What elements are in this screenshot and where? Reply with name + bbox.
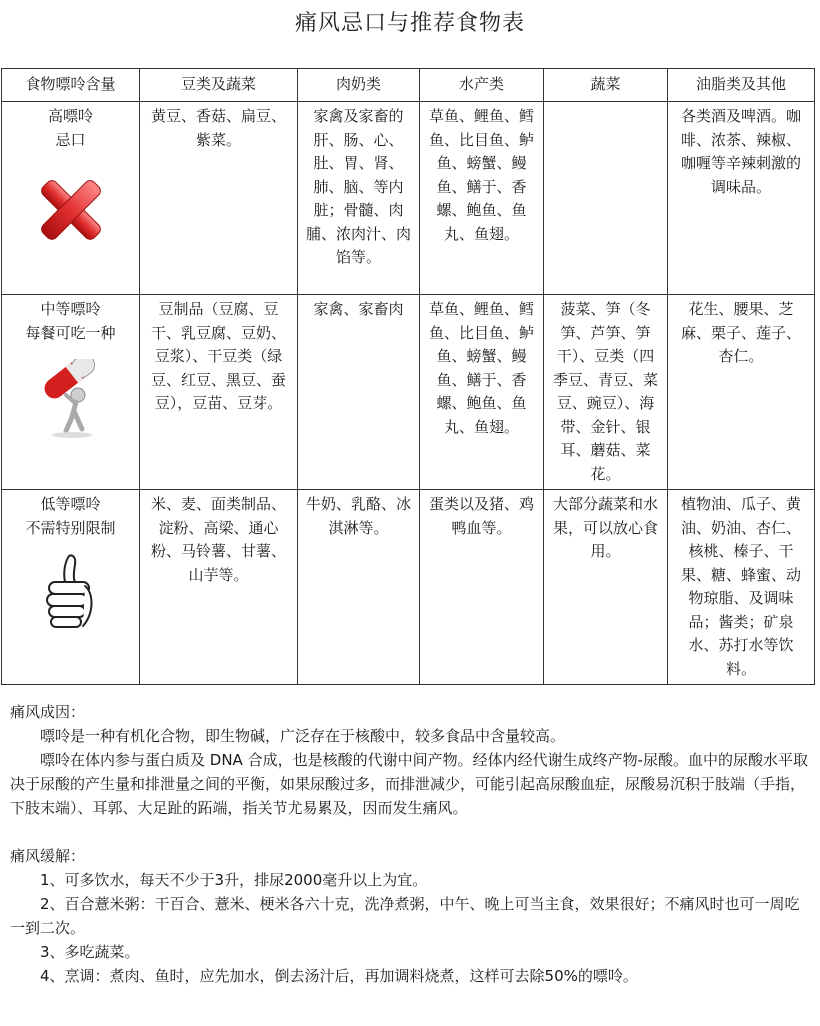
cause-paragraph: 嘌呤是一种有机化合物，即生物碱，广泛存在于核酸中，较多食品中含量较高。 (40, 727, 566, 745)
thumbs-up-icon (39, 552, 103, 632)
gout-notes (10, 700, 814, 988)
level-title: 高嘌呤 (47, 107, 93, 125)
level-title: 低等嘌呤 (40, 495, 101, 513)
level-cell-high (2, 102, 140, 295)
relief-item: 1、可多饮水，每天不少于3升，排尿2000毫升以上为宜。 (40, 871, 428, 889)
header-oils-others: 油脂类及其他 (668, 69, 815, 102)
cause-heading: 痛风成因： (10, 703, 86, 721)
low-beans-vegetables-cell: 米、麦、面类制品、淀粉、高梁、通心粉、马铃薯、甘薯、山芋等。 (140, 490, 298, 685)
page-title: 痛风忌口与推荐食物表 (294, 11, 525, 36)
high-oils-others-cell: 各类酒及啤酒。咖啡、浓茶、辣椒、咖喱等辛辣刺激的调味品。 (668, 102, 815, 295)
header-seafood: 水产类 (420, 69, 544, 102)
table-header-row (2, 69, 815, 102)
low-vegetables-cell: 大部分蔬菜和水果，可以放心食用。 (544, 490, 668, 685)
level-rule: 忌口 (55, 130, 86, 149)
level-cell-medium (2, 295, 140, 490)
relief-item: 4、烹调：煮肉、鱼时，应先加水，倒去汤汁后，再加调料烧煮，这样可去除50%的嘌呤。 (40, 967, 638, 985)
figure-carrying-pill-icon (36, 359, 106, 439)
table-row-medium-purine (2, 295, 815, 490)
relief-item: 2、百合薏米粥：干百合、薏米、梗米各六十克，洗净煮粥，中午、晚上可当主食，效果很好；不痛风时也可一周吃一到二次。 (10, 895, 800, 937)
medium-oils-others-cell: 花生、腰果、芝麻、栗子、莲子、杏仁。 (668, 295, 815, 490)
table-row-high-purine (2, 102, 815, 295)
high-vegetables-cell (544, 102, 668, 295)
high-meat-dairy-cell: 家禽及家畜的肝、肠、心、肚、胃、肾、肺、脑、等内脏；骨髓、肉脯、浓肉汁、肉馅等。 (298, 102, 420, 295)
medium-beans-vegetables-cell: 豆制品（豆腐、豆干、乳豆腐、豆奶、豆浆）、干豆类（绿豆、红豆、黑豆、蚕豆），豆苗、豆芽。 (140, 295, 298, 490)
header-meat-dairy: 肉奶类 (298, 69, 420, 102)
low-seafood-cell: 蛋类以及猪、鸡鸭血等。 (420, 490, 544, 685)
medium-vegetables-cell: 菠菜、笋（冬笋、芦笋、笋干）、豆类（四季豆、青豆、菜豆、豌豆）、海带、金针、银耳、蘑菇、菜花。 (544, 295, 668, 490)
red-x-icon (31, 170, 111, 250)
medium-meat-dairy-cell: 家禽、家畜肉 (298, 295, 420, 490)
header-vegetables: 蔬菜 (544, 69, 668, 102)
high-seafood-cell: 草鱼、鲤鱼、鳕鱼、比目鱼、鲈鱼、螃蟹、鳗鱼、鳝于、香螺、鲍鱼、鱼丸、鱼翅。 (420, 102, 544, 295)
header-purine-level: 食物嘌呤含量 (2, 69, 140, 102)
cause-paragraph: 嘌呤在体内参与蛋白质及 DNA 合成，也是核酸的代谢中间产物。经体内经代谢生成终产物-尿酸。血中的尿酸水平取决于尿酸的产生量和排泄量之间的平衡，如果尿酸过多，而排泄减少，可能引起高尿酸血症，尿酸易沉积于肢端（手指，下肢末端）、耳郭、大足趾的跖端，指关节尤易累及，因而发生痛风。 (10, 751, 808, 817)
medium-seafood-cell: 草鱼、鲤鱼、鳕鱼、比目鱼、鲈鱼、螃蟹、鳗鱼、鳝于、香螺、鲍鱼、鱼丸、鱼翅。 (420, 295, 544, 490)
low-meat-dairy-cell: 牛奶、乳酪、冰淇淋等。 (298, 490, 420, 685)
low-oils-others-cell: 植物油、瓜子、黄油、奶油、杏仁、核桃、榛子、干果、糖、蜂蜜、动物琼脂、及调味品；酱类；矿泉水、苏打水等饮料。 (668, 490, 815, 685)
level-rule: 每餐可吃一种 (25, 323, 116, 342)
high-beans-vegetables-cell: 黄豆、香菇、扁豆、紫菜。 (140, 102, 298, 295)
level-title: 中等嘌呤 (40, 300, 101, 318)
table-row-low-purine (2, 490, 815, 685)
purine-food-table (1, 68, 815, 685)
level-rule: 不需特别限制 (25, 518, 116, 537)
relief-item: 3、多吃蔬菜。 (40, 943, 140, 961)
level-cell-low (2, 490, 140, 685)
header-beans-vegetables: 豆类及蔬菜 (140, 69, 298, 102)
relief-heading: 痛风缓解： (10, 847, 86, 865)
